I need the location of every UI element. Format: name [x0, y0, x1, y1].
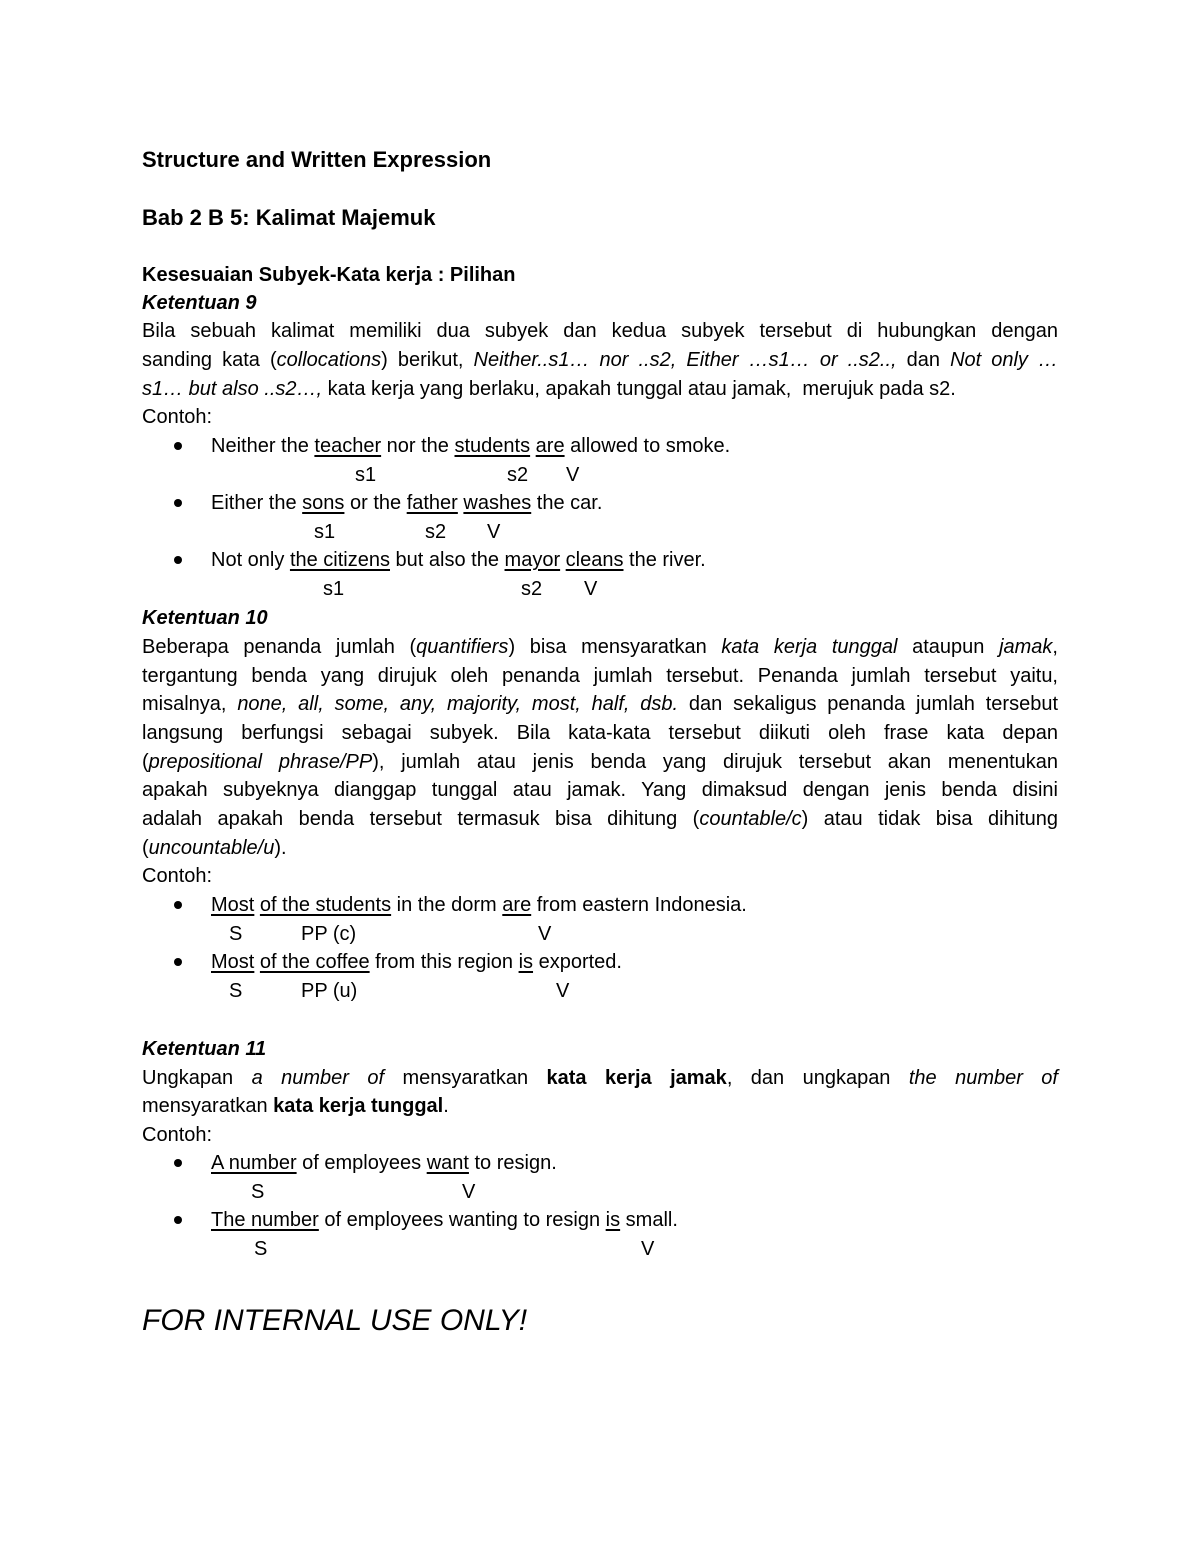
rule-10-example-2: Most of the coffee from this region is exported.	[211, 951, 622, 973]
rule-10-line-1: Beberapa penanda jumlah (quantifiers) bisa mensyaratkan kata kerja tunggal ataupun jamak,	[142, 636, 1058, 658]
rule-11-line-2: mensyaratkan kata kerja tunggal.	[142, 1095, 449, 1117]
tag-s: S	[229, 980, 243, 1002]
tag-s1: s1	[314, 521, 336, 543]
tag-v: V	[487, 521, 501, 543]
rule-9-line-1: Bila sebuah kalimat memiliki dua subyek dan kedua subyek tersebut di hubungkan dengan	[142, 320, 1058, 342]
bullet	[174, 901, 182, 909]
rule-9-example-1: Neither the teacher nor the students are allowed to smoke.	[211, 435, 731, 457]
tag-v: V	[538, 923, 552, 945]
tag-s2: s2	[521, 578, 543, 600]
tag-s: S	[229, 923, 243, 945]
rule-9-contoh: Contoh:	[142, 406, 213, 428]
tag-s: S	[251, 1181, 265, 1203]
bullet	[174, 1159, 182, 1167]
rule-9-line-3: s1… but also ..s2…, kata kerja yang berlaku, apakah tunggal atau jamak, merujuk pada s2.	[142, 378, 956, 400]
rule-10-contoh: Contoh:	[142, 865, 213, 887]
tag-v: V	[584, 578, 598, 600]
tag-s: S	[254, 1238, 268, 1260]
document-title: Structure and Written Expression	[142, 147, 492, 172]
tag-v: V	[556, 980, 570, 1002]
tag-pp: PP (c)	[301, 923, 357, 945]
rule-11-line-1: Ungkapan a number of mensyaratkan kata kerja jamak, dan ungkapan the number of	[142, 1067, 1058, 1089]
rule-11-example-1: A number of employees want to resign.	[211, 1152, 557, 1174]
rule-10-line-7: adalah apakah benda tersebut termasuk bisa dihitung (countable/c) atau tidak bisa dihitung	[142, 808, 1059, 830]
rule-10-example-1: Most of the students in the dorm are from eastern Indonesia.	[211, 894, 747, 916]
rule-10-heading: Ketentuan 10	[142, 607, 268, 629]
section-heading: Kesesuaian Subyek-Kata kerja : Pilihan	[142, 264, 516, 286]
rule-10-line-8: (uncountable/u).	[142, 837, 287, 859]
rule-10-line-2: tergantung benda yang dirujuk oleh penanda jumlah tersebut. Penanda jumlah tersebut yaitu,	[142, 665, 1058, 687]
internal-use-notice: FOR INTERNAL USE ONLY!	[142, 1304, 528, 1337]
rule-10-line-6: apakah subyeknya dianggap tunggal atau jamak. Yang dimaksud dengan jenis benda disini	[142, 779, 1058, 801]
rule-10-line-3: misalnya, none, all, some, any, majority, most, half, dsb. dan sekaligus penanda jumlah tersebut	[142, 693, 1058, 715]
rule-11-heading: Ketentuan 11	[142, 1038, 267, 1060]
tag-pp: PP (u)	[301, 980, 358, 1002]
tag-s1: s1	[323, 578, 345, 600]
rule-9-example-2: Either the sons or the father washes the car.	[211, 492, 603, 514]
bullet	[174, 499, 182, 507]
rule-9-example-3: Not only the citizens but also the mayor cleans the river.	[211, 549, 706, 571]
rule-9-heading: Ketentuan 9	[142, 292, 257, 314]
bullet	[174, 958, 182, 966]
tag-v: V	[462, 1181, 476, 1203]
tag-s2: s2	[507, 464, 529, 486]
tag-v: V	[566, 464, 580, 486]
rule-10-line-5: (prepositional phrase/PP), jumlah atau jenis benda yang dirujuk tersebut akan menentukan	[142, 751, 1058, 773]
chapter-heading: Bab 2 B 5: Kalimat Majemuk	[142, 205, 436, 230]
rule-9-line-2: sanding kata (collocations) berikut, Neither..s1… nor ..s2, Either …s1… or ..s2.., dan Not only …	[142, 349, 1058, 371]
tag-s1: s1	[355, 464, 377, 486]
bullet	[174, 556, 182, 564]
tag-s2: s2	[425, 521, 447, 543]
bullet	[174, 1216, 182, 1224]
tag-v: V	[641, 1238, 655, 1260]
rule-10-line-4: langsung berfungsi sebagai subyek. Bila kata-kata tersebut diikuti oleh frase kata depan	[142, 722, 1058, 744]
rule-11-example-2: The number of employees wanting to resign is small.	[211, 1209, 678, 1231]
bullet	[174, 442, 182, 450]
rule-11-contoh: Contoh:	[142, 1124, 213, 1146]
